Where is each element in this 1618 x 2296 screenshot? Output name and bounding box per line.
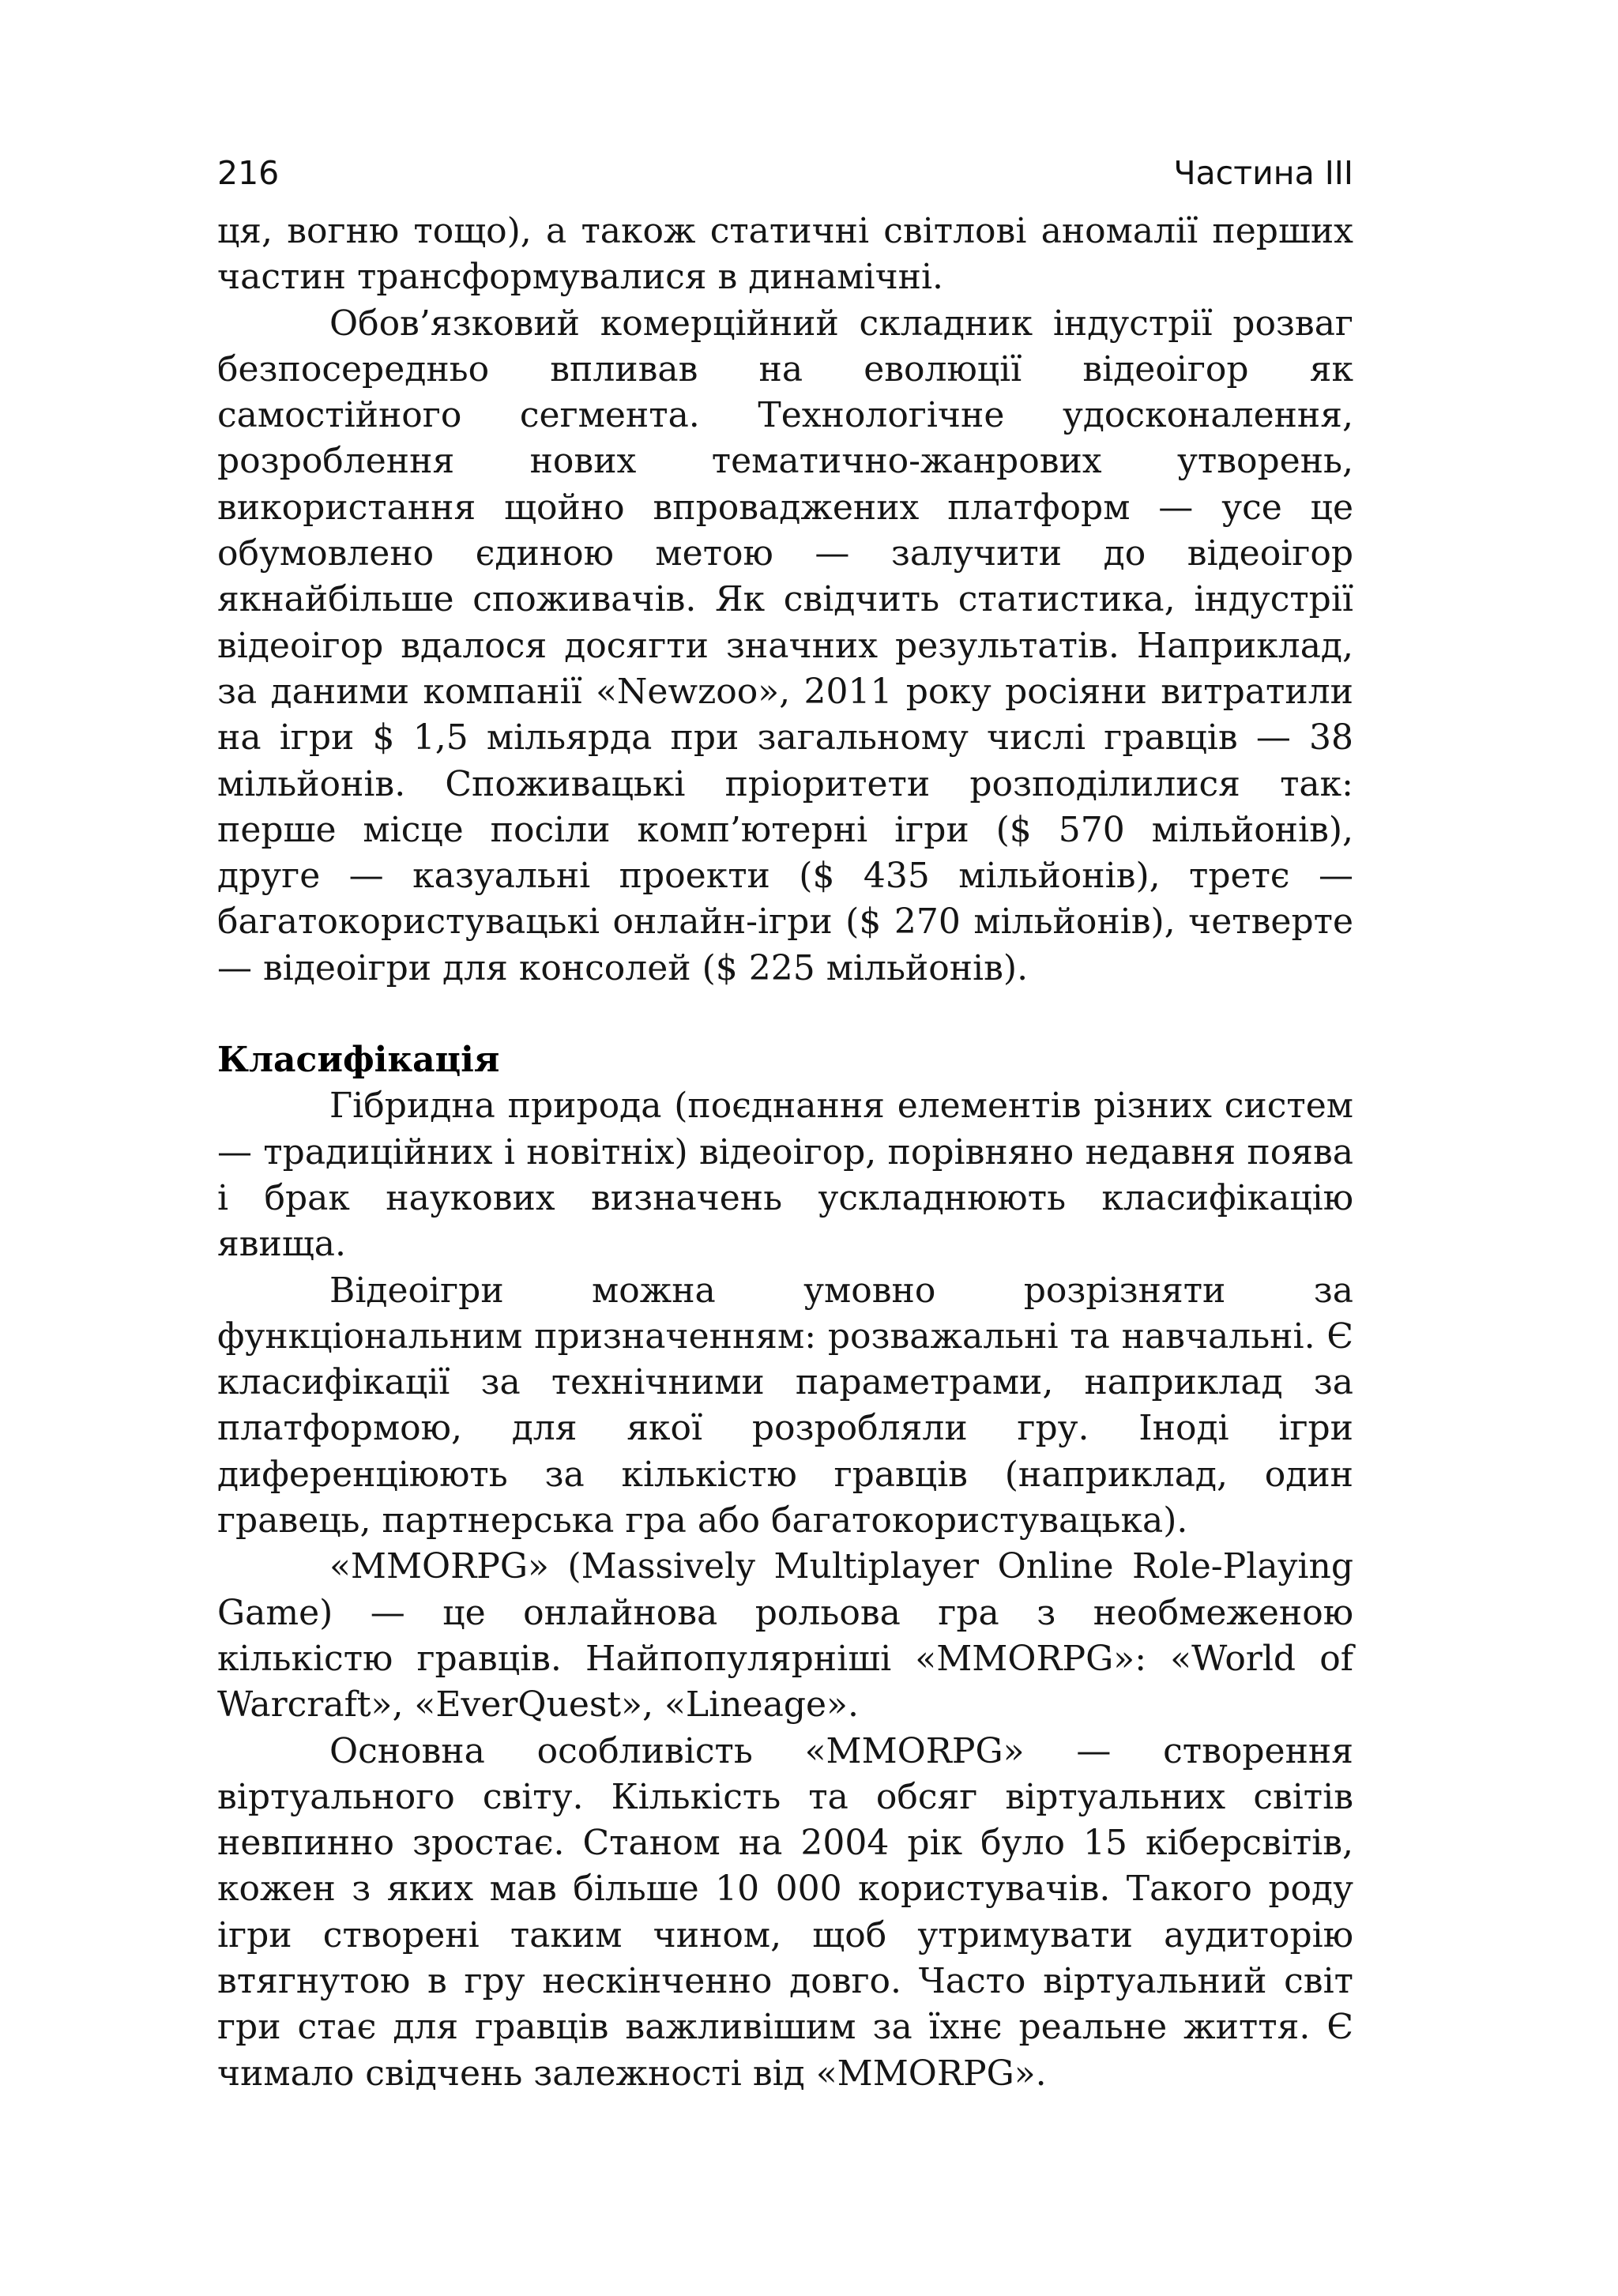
part-label: Частина III bbox=[1173, 154, 1353, 192]
paragraph-hybrid-nature: Гібридна природа (поєднання елементів різних систем — традиційних і новітніх) відеоігор, порівняно недавня поява і брак наукових визначень ускладнюють класифікацію явища. bbox=[217, 1086, 1353, 1265]
paragraph-functional-classification: Відеоігри можна умовно розрізняти за функціональним призначенням: розважальні та навчальні. Є класифікації за технічними параметрами, наприклад за платформою, для якої розробляли гру. Іноді ігри диференціюють за кількістю гравців (наприклад, один гравець, партнерська гра або багатокористувацька). bbox=[217, 1270, 1353, 1541]
running-head bbox=[217, 149, 1353, 198]
paragraph-continued: ця, вогню тощо), а також статичні світлові аномалії перших частин трансформувалися в динамічні. bbox=[217, 211, 1353, 298]
paragraph-mmorpg-definition: «MMORPG» (Massively Multiplayer Online Role-Playing Game) — це онлайнова рольова гра з необмеженою кількістю гравців. Найпопулярніші «MMORPG»: «World of Warcraft», «EverQuest», «Lineage». bbox=[217, 1546, 1353, 1726]
section-heading-classification: Класифікація bbox=[217, 1040, 500, 1081]
paragraph-virtual-world: Основна особливість «MMORPG» — створення віртуального світу. Кількість та обсяг віртуальних світів невпинно зростає. Станом на 2004 рік було 15 кіберсвітів, кожен з яких мав більше 10 000 користувачів. Такого роду ігри створені таким чином, щоб утримувати аудиторію втягнутою в гру нескінченно довго. Часто віртуальний світ гри стає для гравців важливішим за їхнє реальне життя. Є чимало свідчень залежності від «MMORPG». bbox=[217, 1730, 1353, 2094]
paragraph-commercial-component: Обов’язковий комерційний складник індустрії розваг безпосередньо впливав на еволюції відеоігор як самостійного сегмента. Технологічне удосконалення, розроблення нових тематично-жанрових утворень, використання щойно впроваджених платформ — усе це обумовлено єдиною метою — залучити до відеоігор якнайбільше споживачів. Як свідчить статистика, індустрії відеоігор вдалося досягти значних результатів. Наприклад, за даними компанії «Newzoo», 2011 року росіяни витратили на ігри $ 1,5 мільярда при загальному числі гравців — 38 мільйонів. Споживацькі пріоритети розподілилися так: перше місце посіли комп’ютерні ігри ($ 570 мільйонів), друге — казуальні проекти ($ 435 мільйонів), третє — багатокористувацькі онлайн-ігри ($ 270 мільйонів), четверте — відеоігри для консолей ($ 225 мільйонів). bbox=[217, 303, 1353, 988]
body-text bbox=[217, 209, 1353, 2097]
page-number: 216 bbox=[217, 154, 280, 192]
